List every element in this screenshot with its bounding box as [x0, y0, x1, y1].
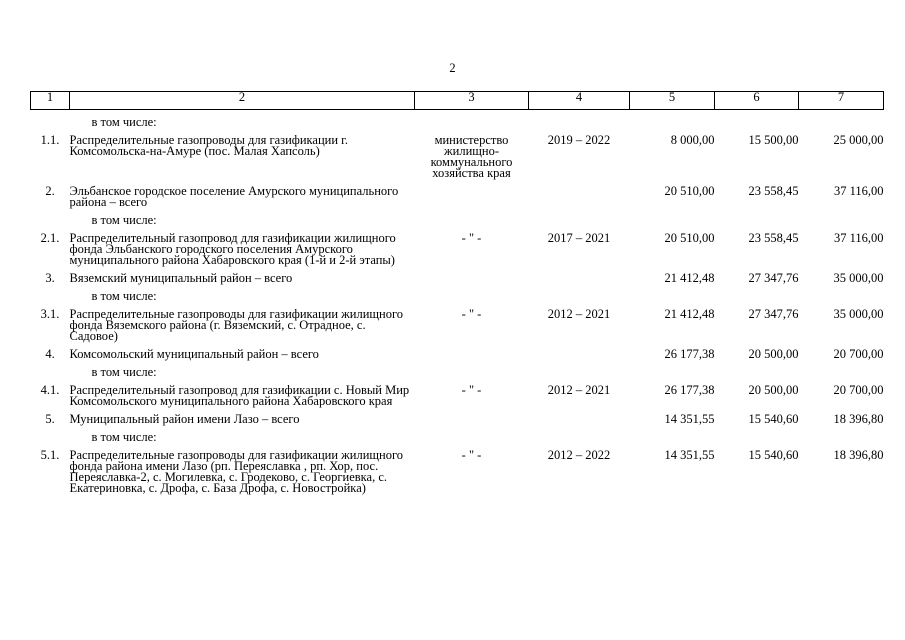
row-period [529, 407, 630, 425]
row-number-text: 4.1. [40, 383, 60, 397]
row-executor [415, 208, 529, 226]
row-number-text: 2.1. [40, 231, 60, 245]
row-number [31, 110, 70, 129]
row-value-7: 37 116,00 [833, 184, 884, 198]
table-row [31, 407, 884, 425]
row-value-6: 23 558,45 [748, 231, 799, 245]
row-name: в том числе: [91, 213, 157, 227]
row-value-6: 15 540,60 [748, 412, 799, 426]
row-value-6: 27 347,76 [748, 307, 799, 321]
row-period: 2012 – 2021 [547, 383, 611, 397]
page-number: 2 [449, 61, 456, 75]
table-header-row [31, 92, 884, 110]
row-number [31, 425, 70, 443]
row-executor [415, 179, 529, 208]
row-number [31, 407, 70, 425]
table-row [31, 342, 884, 360]
row-number-text: 4. [45, 347, 55, 361]
row-value-5: 8 000,00 [670, 133, 715, 147]
row-number-text: 3.1. [40, 307, 60, 321]
row-name: в том числе: [91, 430, 157, 444]
row-value-7 [799, 425, 884, 443]
row-period [529, 360, 630, 378]
row-number [31, 179, 70, 208]
row-value-5 [630, 284, 715, 302]
row-value-6: 15 500,00 [748, 133, 799, 147]
row-number-text: 1.1. [40, 133, 60, 147]
row-executor [415, 284, 529, 302]
row-value-7: 25 000,00 [833, 133, 884, 147]
row-executor: министерство жилищно-коммунального хозяйства края [430, 133, 513, 180]
row-name: Эльбанское городское поселение Амурского муниципального района – всего [69, 184, 399, 209]
row-value-6 [715, 284, 799, 302]
row-value-7 [799, 110, 884, 129]
row-executor [415, 425, 529, 443]
row-value-5: 20 510,00 [664, 184, 715, 198]
row-number [31, 360, 70, 378]
row-value-6 [715, 208, 799, 226]
header-col-6: 6 [715, 92, 799, 110]
table-row [31, 284, 884, 302]
table-row [31, 360, 884, 378]
row-period [529, 110, 630, 129]
row-number [31, 378, 70, 407]
header-col-7: 7 [799, 92, 884, 110]
row-period: 2012 – 2022 [547, 448, 611, 462]
row-value-7 [799, 360, 884, 378]
row-name: Распределительные газопроводы для газификации жилищного фонда района имени Лазо (рп. Переяславка , рп. Хор, пос. Переяславка-2, с. Могилевка, с. Гродеково, с. Георгиевка, с. Екатериновка, с. Дрофа, с. База Дрофа, с. Новостройка) [69, 448, 404, 495]
row-number [31, 226, 70, 266]
row-executor [415, 110, 529, 129]
row-value-5: 26 177,38 [664, 347, 715, 361]
row-value-5 [630, 110, 715, 129]
row-name: Распределительные газопроводы для газификации жилищного фонда Вяземского района (г. Вяземский, с. Отрадное, с. Садовое) [69, 307, 404, 343]
row-value-5: 20 510,00 [664, 231, 715, 245]
row-value-7 [799, 208, 884, 226]
row-period [529, 208, 630, 226]
row-value-5: 26 177,38 [664, 383, 715, 397]
row-value-5 [630, 360, 715, 378]
document-table [30, 91, 884, 494]
table-row [31, 378, 884, 407]
row-executor [415, 407, 529, 425]
row-number-text: 2. [45, 184, 55, 198]
table-row [31, 425, 884, 443]
row-name: в том числе: [91, 365, 157, 379]
row-number-text: 5. [45, 412, 55, 426]
header-col-2: 2 [70, 92, 415, 110]
row-value-5: 21 412,48 [664, 307, 715, 321]
row-period [529, 179, 630, 208]
row-value-5: 14 351,55 [664, 448, 715, 462]
row-executor: - " - [461, 448, 482, 462]
row-value-5: 21 412,48 [664, 271, 715, 285]
row-value-7: 18 396,80 [833, 412, 884, 426]
row-value-7: 37 116,00 [833, 231, 884, 245]
row-name: Распределительные газопроводы для газификации г. Комсомольска-на-Амуре (пос. Малая Хапсоль) [69, 133, 349, 158]
table-row [31, 110, 884, 129]
table-row [31, 443, 884, 494]
table-row [31, 179, 884, 208]
row-period [529, 342, 630, 360]
row-value-7: 35 000,00 [833, 307, 884, 321]
row-period: 2012 – 2021 [547, 307, 611, 321]
row-number [31, 128, 70, 179]
row-value-6: 27 347,76 [748, 271, 799, 285]
row-value-6: 23 558,45 [748, 184, 799, 198]
row-name: Комсомольский муниципальный район – всего [69, 347, 319, 361]
row-value-7: 20 700,00 [833, 347, 884, 361]
row-value-6: 20 500,00 [748, 347, 799, 361]
row-value-7: 35 000,00 [833, 271, 884, 285]
row-executor [415, 342, 529, 360]
table-row [31, 128, 884, 179]
row-period: 2019 – 2022 [547, 133, 611, 147]
row-period [529, 284, 630, 302]
row-name: в том числе: [91, 115, 157, 129]
row-value-6 [715, 425, 799, 443]
row-value-5 [630, 208, 715, 226]
row-executor [415, 360, 529, 378]
row-name: Вяземский муниципальный район – всего [69, 271, 293, 285]
row-executor: - " - [461, 383, 482, 397]
table-row [31, 302, 884, 342]
row-name: в том числе: [91, 289, 157, 303]
row-number [31, 443, 70, 494]
row-name: Муниципальный район имени Лазо – всего [69, 412, 300, 426]
row-value-6: 15 540,60 [748, 448, 799, 462]
table-row [31, 266, 884, 284]
row-value-7: 20 700,00 [833, 383, 884, 397]
row-value-5: 14 351,55 [664, 412, 715, 426]
table-row [31, 226, 884, 266]
row-number [31, 284, 70, 302]
row-period [529, 266, 630, 284]
row-value-6 [715, 110, 799, 129]
row-name: Распределительный газопровод для газификации жилищного фонда Эльбанского городского поселения Амурского муниципального района Хабаровского края (1-й и 2-й этапы) [69, 231, 396, 267]
row-number [31, 208, 70, 226]
row-number [31, 266, 70, 284]
row-executor: - " - [461, 231, 482, 245]
header-col-5: 5 [630, 92, 715, 110]
header-col-3: 3 [415, 92, 529, 110]
row-name: Распределительный газопровод для газификации с. Новый Мир Комсомольского муниципального района Хабаровского края [69, 383, 410, 408]
row-value-5 [630, 425, 715, 443]
row-number [31, 342, 70, 360]
row-value-6 [715, 360, 799, 378]
header-col-1: 1 [31, 92, 70, 110]
header-col-4: 4 [529, 92, 630, 110]
row-executor: - " - [461, 307, 482, 321]
row-value-6: 20 500,00 [748, 383, 799, 397]
row-number-text: 5.1. [40, 448, 60, 462]
row-number-text: 3. [45, 271, 55, 285]
row-executor [415, 266, 529, 284]
row-period: 2017 – 2021 [547, 231, 611, 245]
table-row [31, 208, 884, 226]
row-value-7: 18 396,80 [833, 448, 884, 462]
row-period [529, 425, 630, 443]
row-number [31, 302, 70, 342]
row-value-7 [799, 284, 884, 302]
